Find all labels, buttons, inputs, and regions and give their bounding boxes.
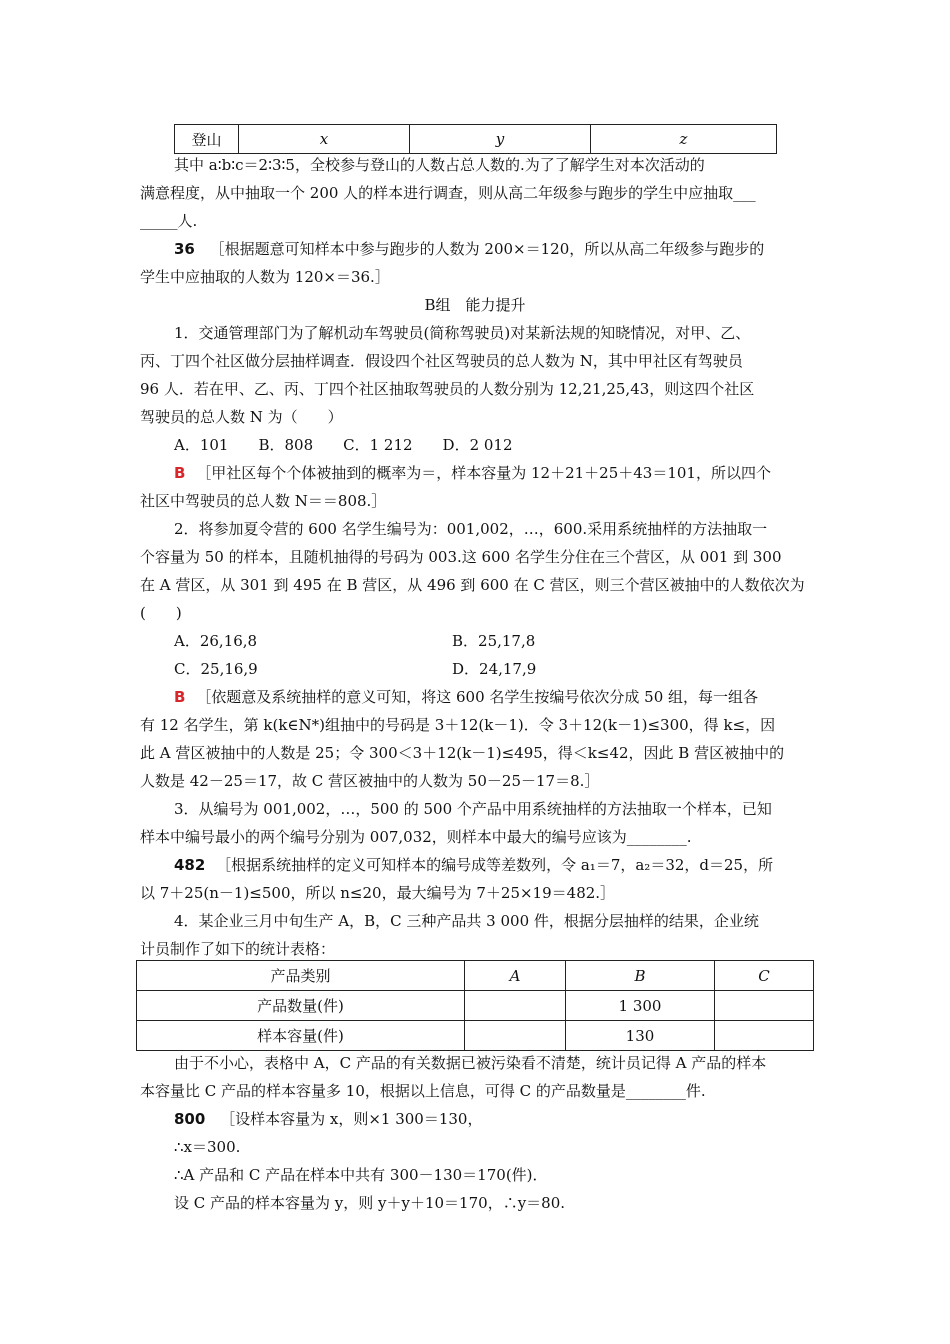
text-line: 人数是 42－25＝17，故 C 营区被抽中的人数为 50－25－17＝8.］ [140,772,600,790]
answer-line [174,1109,482,1129]
table-cell: 130 [566,1021,715,1051]
answer-line [174,855,773,875]
table-cell: y [410,125,591,154]
answer-line [174,239,764,259]
question-line: 96 人．若在甲、乙、丙、丁四个社区抽取驾驶员的人数分别为 12,21,25,43，则这四个社区 [140,380,755,398]
question-line: 驾驶员的总人数 N 为（ ） [140,408,343,426]
table-cell [715,1021,814,1051]
explanation-text: ［甲社区每个个体被抽到的概率为＝，样本容量为 12＋21＋25＋43＝101，所以四个 [196,464,771,482]
table-row [137,1021,814,1051]
answer-value: 482 [174,856,206,874]
table-header-cell: 产品类别 [137,961,465,991]
top-table [174,124,777,154]
text-line: 学生中应抽取的人数为 120×＝36.］ [140,268,390,286]
text-line: 此 A 营区被抽中的人数是 25；令 300＜3＋12(k－1)≤495，得＜k≤42，因此 B 营区被抽中的 [140,744,785,762]
table-cell [465,1021,566,1051]
option-c: C．25,16,9 [174,660,258,678]
product-table [136,960,814,1051]
table-row [137,991,814,1021]
answer-value: B [174,688,186,706]
table-cell [465,991,566,1021]
answer-line [174,463,771,483]
question-line: 丙、丁四个社区做分层抽样调查．假设四个社区驾驶员的总人数为 N，其中甲社区有驾驶员 [140,352,743,370]
option-d: D．24,17,9 [452,660,537,678]
question-line: 1．交通管理部门为了解机动车驾驶员(简称驾驶员)对某新法规的知晓情况，对甲、乙、 [174,324,751,342]
answer-value: B [174,464,186,482]
explanation-text: ［设样本容量为 x，则×1 300＝130， [220,1110,483,1128]
table-header-cell: A [465,961,566,991]
text-line: 有 12 名学生，第 k(k∈N*)组抽中的号码是 3＋12(k－1)．令 3＋12(k－1)≤300，得 k≤，因 [140,716,776,734]
text-line: 其中 a∶b∶c＝2∶3∶5，全校参与登山的人数占总人数的.为了了解学生对本次活动的 [174,156,705,174]
options-line: A．101 B．808 C．1 212 D．2 012 [174,436,513,454]
text-line: ∴A 产品和 C 产品在样本中共有 300－130＝170(件)． [174,1166,548,1184]
question-line: ( ) [140,604,182,622]
option-b: B．25,17,8 [452,632,536,650]
table-cell: 产品数量(件) [137,991,465,1021]
table-cell: 样本容量(件) [137,1021,465,1051]
table-header-row [137,961,814,991]
answer-line [174,687,758,707]
text-line: 设 C 产品的样本容量为 y，则 y＋y＋10＝170，∴y＝80. [174,1194,566,1212]
text-line: 以 7＋25(n－1)≤500，所以 n≤20，最大编号为 7＋25×19＝482.］ [140,884,616,902]
explanation-text: ［根据题意可知样本中参与跑步的人数为 200×＝120，所以从高二年级参与跑步的 [209,240,765,258]
text-line: _____人. [140,212,198,230]
table-cell: z [591,125,777,154]
question-line: 2．将参加夏令营的 600 名学生编号为：001,002，…，600.采用系统抽样的方法抽取一 [174,520,768,538]
table-cell: 登山 [175,125,239,154]
explanation-text: ［依题意及系统抽样的意义可知，将这 600 名学生按编号依次分成 50 组，每一组各 [196,688,759,706]
text-line: 由于不小心，表格中 A，C 产品的有关数据已被污染看不清楚，统计员记得 A 产品的样本 [174,1054,767,1072]
table-header-cell: C [715,961,814,991]
answer-value: 800 [174,1110,206,1128]
question-line: 4．某企业三月中旬生产 A，B，C 三种产品共 3 000 件，根据分层抽样的结果，企业统 [174,912,759,930]
option-a: A．26,16,8 [174,632,258,650]
table-header-cell: B [566,961,715,991]
section-title: B组 能力提升 [424,296,526,314]
text-line: 社区中驾驶员的总人数 N＝＝808.］ [140,492,387,510]
answer-value: 36 [174,240,195,258]
table-cell: x [239,125,410,154]
explanation-text: ［根据系统抽样的定义可知样本的编号成等差数列，令 a₁＝7，a₂＝32，d＝25，所 [216,856,774,874]
question-line: 在 A 营区，从 301 到 495 在 B 营区，从 496 到 600 在 C 营区，则三个营区被抽中的人数依次为 [140,576,805,594]
question-line: 计员制作了如下的统计表格： [140,940,336,958]
question-line: 个容量为 50 的样本，且随机抽得的号码为 003.这 600 名学生分住在三个营区，从 001 到 300 [140,548,782,566]
table-row [175,125,777,154]
text-line: 满意程度，从中抽取一个 200 人的样本进行调查，则从高二年级参与跑步的学生中应抽取___ [140,184,756,202]
text-line: 本容量比 C 产品的样本容量多 10，根据以上信息，可得 C 的产品数量是________件. [140,1082,706,1100]
text-line: ∴x＝300. [174,1138,241,1156]
table-cell [715,991,814,1021]
table-cell: 1 300 [566,991,715,1021]
question-line: 3．从编号为 001,002，…，500 的 500 个产品中用系统抽样的方法抽取一个样本，已知 [174,800,772,818]
question-line: 样本中编号最小的两个编号分别为 007,032，则样本中最大的编号应该为________. [140,828,692,846]
